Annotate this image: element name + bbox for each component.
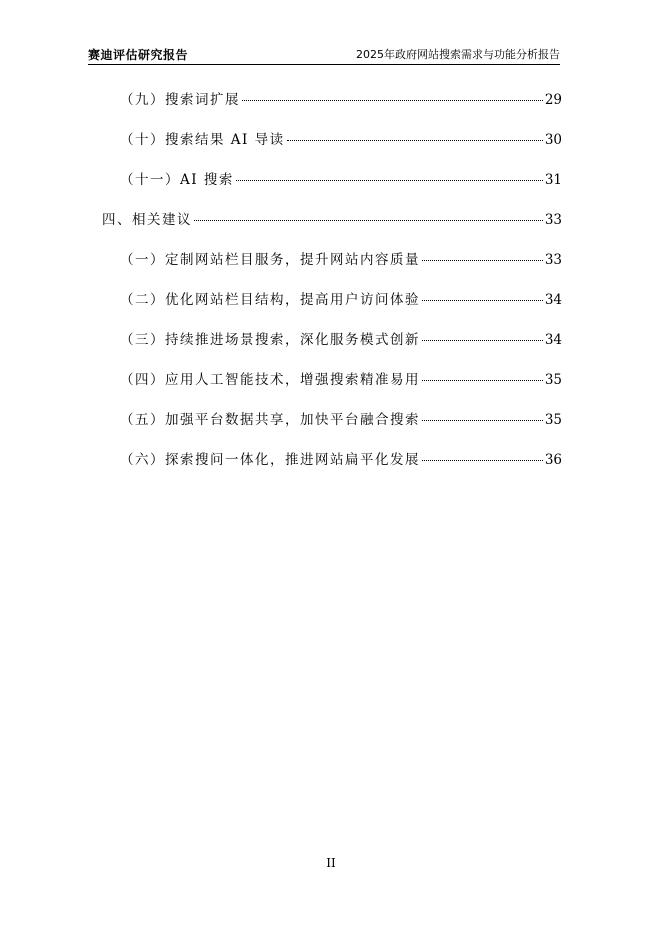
toc-entry-page: 29 [544,92,562,108]
report-series-title: 赛迪评估研究报告 [88,48,189,62]
toc-entry[interactable] [120,370,562,390]
toc-entry[interactable] [120,250,562,270]
toc-entry-title: 四、相关建议 [102,212,192,228]
toc-entry[interactable] [120,290,562,310]
toc-dot-leader [242,100,543,101]
toc-dot-leader [422,460,543,461]
toc-entry-page: 33 [544,212,562,228]
toc-entry-page: 31 [544,172,562,188]
toc-entry-title: （一）定制网站栏目服务，提升网站内容质量 [120,252,420,268]
report-title: 2025年政府网站搜索需求与功能分析报告 [356,48,560,61]
toc-entry-title: （九）搜索词扩展 [120,92,240,108]
table-of-contents [102,0,562,480]
toc-entry[interactable] [120,410,562,430]
toc-dot-leader [422,260,543,261]
toc-entry-page: 30 [544,132,562,148]
toc-dot-leader [422,420,543,421]
toc-dot-leader [236,180,543,181]
toc-entry-page: 33 [544,252,562,268]
toc-entry-title: （十一）AI 搜索 [120,172,234,188]
toc-entry[interactable] [120,450,562,470]
toc-dot-leader [422,340,543,341]
toc-entry-title: （二）优化网站栏目结构，提高用户访问体验 [120,292,420,308]
toc-entry-title: （五）加强平台数据共享，加快平台融合搜索 [120,412,420,428]
toc-entry-title: （四）应用人工智能技术，增强搜索精准易用 [120,372,420,388]
toc-entry[interactable] [120,170,562,190]
page-number: II [326,856,336,870]
toc-entry[interactable] [120,330,562,350]
toc-entry-title: （六）探索搜问一体化，推进网站扁平化发展 [120,452,420,468]
toc-entry-title: （三）持续推进场景搜索，深化服务模式创新 [120,332,420,348]
toc-entry-page: 34 [544,292,562,308]
toc-entry-page: 34 [544,332,562,348]
toc-dot-leader [194,220,543,221]
toc-entry[interactable] [120,90,562,110]
toc-entry[interactable] [120,130,562,150]
toc-entry[interactable] [102,210,562,230]
toc-entry-page: 36 [544,452,562,468]
toc-dot-leader [422,380,543,381]
toc-entry-page: 35 [544,372,562,388]
toc-entry-page: 35 [544,412,562,428]
toc-entry-title: （十）搜索结果 AI 导读 [120,132,285,148]
toc-dot-leader [422,300,543,301]
toc-dot-leader [287,140,543,141]
